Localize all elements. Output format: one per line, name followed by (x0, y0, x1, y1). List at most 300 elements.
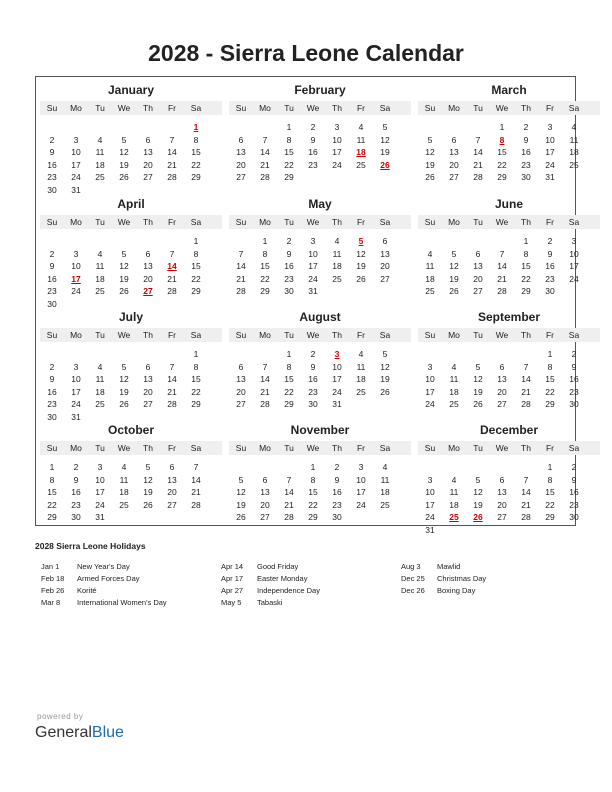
day-cell: 30 (545, 286, 555, 296)
day-cell: 3 (571, 236, 577, 246)
day-cell: 21 (191, 487, 201, 497)
weekday-label: Mo (70, 103, 82, 113)
day-cell: 12 (356, 248, 366, 259)
day-cell: 17 (332, 147, 342, 157)
day-cell: 26 (143, 499, 153, 510)
day-cell: 23 (47, 172, 57, 182)
weekday-label: Mo (259, 217, 271, 227)
day-cell: 4 (97, 361, 103, 372)
holiday-date: Feb 18 (41, 574, 65, 583)
holiday-date: Apr 27 (221, 586, 244, 595)
day-cell: 15 (191, 147, 201, 157)
weekday-header (40, 101, 222, 115)
day-cell: 14 (260, 147, 270, 157)
day-cell: 10 (332, 361, 342, 372)
month-july (40, 310, 222, 420)
day-cell: 12 (473, 487, 483, 497)
day-cell: 1 (193, 349, 199, 359)
day-cell: 31 (71, 411, 81, 422)
day-cell: 8 (193, 134, 199, 145)
day-cell: 4 (358, 349, 364, 359)
day-cell: 23 (332, 499, 342, 510)
day-cell: 22 (260, 273, 270, 284)
day-cell: 28 (521, 399, 531, 409)
weekday-label: Th (143, 217, 153, 227)
weekday-label: Tu (473, 443, 483, 453)
day-cell: 29 (191, 172, 201, 182)
day-cell: 13 (143, 261, 153, 271)
day-cell: 30 (569, 512, 579, 522)
day-cell: 23 (284, 273, 294, 284)
weekday-label: Mo (448, 443, 460, 453)
day-cell: 29 (260, 286, 270, 296)
weekday-header (418, 441, 600, 455)
day-cell: 15 (47, 487, 57, 497)
day-cell: 28 (167, 172, 177, 182)
day-cell: 28 (260, 399, 270, 409)
day-cell: 11 (95, 261, 105, 271)
day-cell: 11 (119, 474, 129, 485)
day-cell: 4 (121, 462, 127, 472)
weekday-label: Sa (379, 217, 391, 227)
holiday-date: May 5 (221, 598, 242, 607)
weekday-label: Mo (259, 103, 271, 113)
day-cell: 25 (95, 399, 105, 409)
month-january (40, 83, 222, 193)
day-cell: 7 (523, 361, 529, 372)
day-cell: 15 (497, 147, 507, 157)
weekday-label: Th (143, 330, 153, 340)
weekday-label: Tu (473, 103, 483, 113)
day-cell: 24 (425, 399, 435, 409)
weekday-label: We (495, 217, 509, 227)
day-cell: 8 (262, 248, 268, 259)
day-cell: 7 (193, 462, 199, 472)
holiday-name: Korité (77, 586, 97, 595)
weekday-label: We (495, 330, 509, 340)
weekday-label: Fr (545, 217, 555, 227)
day-cell: 13 (449, 147, 459, 157)
day-cell: 10 (356, 474, 366, 485)
day-cell: 14 (497, 261, 507, 271)
day-cell: 6 (145, 134, 151, 145)
day-cell: 9 (286, 248, 292, 259)
day-cell: 26 (119, 172, 129, 182)
day-cell: 21 (236, 273, 246, 284)
day-cell: 5 (451, 248, 457, 259)
day-cell: 9 (547, 248, 553, 259)
day-cell: 16 (332, 487, 342, 497)
day-cell: 4 (97, 248, 103, 259)
day-cell: 5 (475, 361, 481, 372)
day-cell: 20 (143, 159, 153, 170)
day-cell: 29 (308, 512, 318, 522)
day-cell: 23 (47, 399, 57, 409)
weekday-label: Fr (545, 103, 555, 113)
weekday-label: Th (143, 103, 153, 113)
day-cell: 2 (310, 349, 316, 359)
holiday-date: Apr 17 (221, 574, 244, 583)
weekday-label: Sa (568, 330, 580, 340)
day-cell: 17 (545, 147, 555, 157)
day-cell: 31 (425, 524, 435, 535)
day-cell: 29 (191, 286, 201, 296)
day-cell: 19 (473, 386, 483, 397)
day-cell: 21 (167, 273, 177, 284)
day-cell: 24 (71, 286, 81, 296)
day-cell: 16 (47, 386, 57, 397)
day-cell: 25 (449, 399, 459, 409)
day-cell: 19 (473, 499, 483, 510)
month-name: May (308, 197, 332, 211)
day-cell: 4 (382, 462, 388, 472)
day-cell: 14 (284, 487, 294, 497)
month-name: February (294, 83, 346, 97)
month-name: March (491, 83, 527, 97)
weekday-label: Fr (356, 217, 366, 227)
day-cell: 11 (332, 248, 342, 259)
day-cell: 19 (143, 487, 153, 497)
weekday-label: Su (46, 217, 58, 227)
weekday-label: Fr (545, 443, 555, 453)
day-cell: 10 (545, 134, 555, 145)
day-cell: 1 (262, 236, 268, 246)
day-cell: 3 (427, 474, 433, 485)
day-cell: 18 (95, 273, 105, 284)
day-cell: 28 (521, 512, 531, 522)
weekday-header (40, 215, 222, 229)
day-cell: 13 (236, 147, 246, 157)
day-cell: 3 (358, 462, 364, 472)
day-cell: 29 (521, 286, 531, 296)
day-cell: 18 (425, 273, 435, 284)
day-cell: 23 (71, 499, 81, 510)
day-cell: 13 (473, 261, 483, 271)
weekday-label: Tu (284, 217, 294, 227)
day-cell: 6 (475, 248, 481, 259)
weekday-label: Mo (448, 217, 460, 227)
weekday-label: Sa (190, 217, 202, 227)
day-cell: 22 (284, 386, 294, 397)
day-cell: 20 (143, 273, 153, 284)
day-cell: 11 (356, 361, 366, 372)
day-cell: 22 (284, 159, 294, 170)
calendar-grid (35, 76, 580, 535)
brand-general: General (35, 724, 92, 741)
holiday-name: Mawlid (437, 562, 461, 571)
weekday-label: Sa (568, 217, 580, 227)
day-cell: 6 (169, 462, 175, 472)
day-cell: 5 (382, 349, 388, 359)
weekday-label: Tu (473, 217, 483, 227)
month-name: October (107, 423, 154, 437)
day-cell: 6 (382, 236, 388, 246)
day-cell: 1 (193, 236, 199, 246)
weekday-label: Mo (70, 443, 82, 453)
holiday-item (41, 562, 130, 571)
weekday-label: Su (424, 217, 436, 227)
day-cell: 11 (569, 134, 579, 145)
day-cell: 3 (310, 236, 316, 246)
day-cell: 11 (356, 134, 366, 145)
day-cell: 2 (547, 236, 553, 246)
day-cell: 8 (286, 134, 292, 145)
month-name: July (118, 310, 143, 324)
weekday-label: Sa (379, 443, 391, 453)
weekday-label: Th (143, 443, 153, 453)
holiday-date: Jan 1 (41, 562, 60, 571)
weekday-header (229, 101, 411, 115)
month-name: December (479, 423, 539, 437)
day-cell: 1 (547, 349, 553, 359)
day-cell: 19 (119, 273, 129, 284)
weekday-label: Su (46, 103, 58, 113)
month-august (229, 310, 411, 420)
day-cell: 21 (284, 499, 294, 510)
day-cell: 19 (356, 261, 366, 271)
day-cell: 7 (238, 248, 244, 259)
day-cell: 24 (95, 499, 105, 510)
day-cell: 26 (119, 399, 129, 409)
day-cell: 11 (95, 374, 105, 384)
day-cell: 12 (473, 374, 483, 384)
day-cell: 17 (71, 386, 81, 397)
holiday-date: Dec 26 (401, 586, 425, 595)
day-cell: 2 (334, 462, 340, 472)
day-cell: 9 (310, 134, 316, 145)
day-cell: 19 (119, 386, 129, 397)
day-cell: 27 (236, 172, 246, 182)
day-cell: 21 (521, 499, 531, 510)
day-cell: 19 (119, 159, 129, 170)
day-cell: 23 (545, 273, 555, 284)
day-cell: 29 (191, 399, 201, 409)
day-cell: 20 (473, 273, 483, 284)
day-cell: 1 (523, 236, 529, 246)
day-cell: 18 (449, 499, 459, 510)
day-cell: 7 (475, 134, 481, 145)
day-cell: 26 (119, 286, 129, 296)
day-cell: 28 (236, 286, 246, 296)
day-cell: 16 (545, 261, 555, 271)
day-cell: 1 (310, 462, 316, 472)
holiday-item (41, 574, 140, 583)
day-cell: 22 (497, 159, 507, 170)
day-cell: 22 (191, 386, 201, 397)
day-cell: 23 (569, 499, 579, 510)
holiday-name: International Women's Day (77, 598, 167, 607)
weekday-label: Su (235, 443, 247, 453)
day-cell: 25 (425, 286, 435, 296)
day-cell: 15 (545, 374, 555, 384)
day-cell: 17 (71, 159, 81, 170)
day-cell: 5 (427, 134, 433, 145)
day-cell: 5 (121, 134, 127, 145)
day-cell: 20 (449, 159, 459, 170)
day-cell: 29 (545, 512, 555, 522)
day-cell: 19 (449, 273, 459, 284)
day-cell: 27 (260, 512, 270, 522)
holiday-day: 5 (358, 236, 364, 246)
day-cell: 12 (449, 261, 459, 271)
day-cell: 27 (143, 399, 153, 409)
day-cell: 31 (308, 286, 318, 296)
day-cell: 19 (380, 147, 390, 157)
month-may (229, 197, 411, 307)
day-cell: 21 (497, 273, 507, 284)
holiday-item (401, 586, 475, 595)
month-name: April (117, 197, 145, 211)
weekday-label: Su (46, 330, 58, 340)
day-cell: 25 (332, 273, 342, 284)
day-cell: 7 (262, 361, 268, 372)
holiday-name: Good Friday (257, 562, 299, 571)
weekday-label: We (117, 330, 131, 340)
weekday-label: Su (424, 330, 436, 340)
day-cell: 10 (569, 248, 579, 259)
weekday-label: Sa (190, 443, 202, 453)
day-cell: 21 (167, 386, 177, 397)
month-february (229, 83, 411, 193)
day-cell: 9 (334, 474, 340, 485)
weekday-label: Mo (448, 103, 460, 113)
month-june (418, 197, 600, 307)
day-cell: 12 (380, 134, 390, 145)
day-cell: 29 (284, 399, 294, 409)
day-cell: 16 (569, 487, 579, 497)
day-cell: 26 (473, 399, 483, 409)
day-cell: 2 (49, 361, 55, 372)
day-cell: 6 (262, 474, 268, 485)
day-cell: 14 (521, 487, 531, 497)
day-cell: 10 (425, 374, 435, 384)
brand-logo[interactable] (35, 724, 124, 742)
day-cell: 20 (497, 386, 507, 397)
holiday-item (221, 562, 298, 571)
day-cell: 16 (308, 147, 318, 157)
brand-blue: Blue (91, 724, 124, 741)
weekday-label: Sa (379, 103, 391, 113)
day-cell: 3 (334, 122, 340, 132)
holiday-day: 18 (356, 147, 366, 157)
holiday-day: 1 (193, 122, 199, 132)
day-cell: 17 (95, 487, 105, 497)
day-cell: 8 (523, 248, 529, 259)
day-cell: 31 (332, 399, 342, 409)
day-cell: 27 (449, 172, 459, 182)
holiday-name: Independence Day (257, 586, 320, 595)
day-cell: 17 (332, 374, 342, 384)
day-cell: 3 (73, 134, 79, 145)
day-cell: 20 (236, 159, 246, 170)
weekday-header (229, 215, 411, 229)
day-cell: 13 (380, 248, 390, 259)
day-cell: 16 (71, 487, 81, 497)
day-cell: 30 (47, 184, 57, 195)
day-cell: 4 (97, 134, 103, 145)
day-cell: 14 (260, 374, 270, 384)
day-cell: 28 (167, 399, 177, 409)
day-cell: 8 (310, 474, 316, 485)
day-cell: 30 (47, 411, 57, 422)
month-october (40, 423, 222, 533)
weekday-label: Th (521, 103, 531, 113)
day-cell: 2 (49, 248, 55, 259)
day-cell: 13 (497, 374, 507, 384)
day-cell: 22 (521, 273, 531, 284)
holiday-name: Tabaski (257, 598, 283, 607)
day-cell: 31 (95, 512, 105, 522)
day-cell: 28 (497, 286, 507, 296)
day-cell: 14 (191, 474, 201, 485)
day-cell: 6 (145, 361, 151, 372)
day-cell: 3 (427, 361, 433, 372)
day-cell: 11 (425, 261, 435, 271)
day-cell: 16 (521, 147, 531, 157)
day-cell: 26 (425, 172, 435, 182)
day-cell: 3 (97, 462, 103, 472)
weekday-label: We (117, 103, 131, 113)
day-cell: 5 (121, 248, 127, 259)
day-cell: 12 (143, 474, 153, 485)
day-cell: 29 (497, 172, 507, 182)
day-cell: 24 (545, 159, 555, 170)
day-cell: 14 (521, 374, 531, 384)
day-cell: 3 (547, 122, 553, 132)
day-cell: 2 (571, 349, 577, 359)
day-cell: 15 (308, 487, 318, 497)
day-cell: 2 (571, 462, 577, 472)
day-cell: 4 (427, 248, 433, 259)
day-cell: 23 (521, 159, 531, 170)
day-cell: 26 (356, 273, 366, 284)
day-cell: 28 (260, 172, 270, 182)
weekday-label: Sa (568, 443, 580, 453)
weekday-label: Tu (95, 217, 105, 227)
day-cell: 18 (356, 374, 366, 384)
weekday-label: Tu (284, 103, 294, 113)
day-cell: 6 (238, 134, 244, 145)
day-cell: 27 (167, 499, 177, 510)
day-cell: 15 (191, 261, 201, 271)
day-cell: 19 (425, 159, 435, 170)
day-cell: 15 (521, 261, 531, 271)
day-cell: 22 (191, 159, 201, 170)
day-cell: 6 (499, 361, 505, 372)
day-cell: 23 (308, 386, 318, 397)
day-cell: 28 (473, 172, 483, 182)
day-cell: 19 (380, 374, 390, 384)
day-cell: 24 (308, 273, 318, 284)
day-cell: 11 (449, 487, 459, 497)
day-cell: 1 (286, 122, 292, 132)
weekday-label: Fr (545, 330, 555, 340)
holiday-item (221, 586, 320, 595)
holiday-name: New Year's Day (77, 562, 130, 571)
day-cell: 21 (260, 159, 270, 170)
day-cell: 13 (497, 487, 507, 497)
holiday-day: 25 (449, 512, 459, 522)
weekday-label: Su (235, 103, 247, 113)
day-cell: 19 (236, 499, 246, 510)
day-cell: 12 (425, 147, 435, 157)
day-cell: 25 (95, 286, 105, 296)
day-cell: 24 (71, 399, 81, 409)
day-cell: 9 (49, 261, 55, 271)
day-cell: 6 (238, 361, 244, 372)
day-cell: 9 (310, 361, 316, 372)
weekday-label: Su (424, 103, 436, 113)
